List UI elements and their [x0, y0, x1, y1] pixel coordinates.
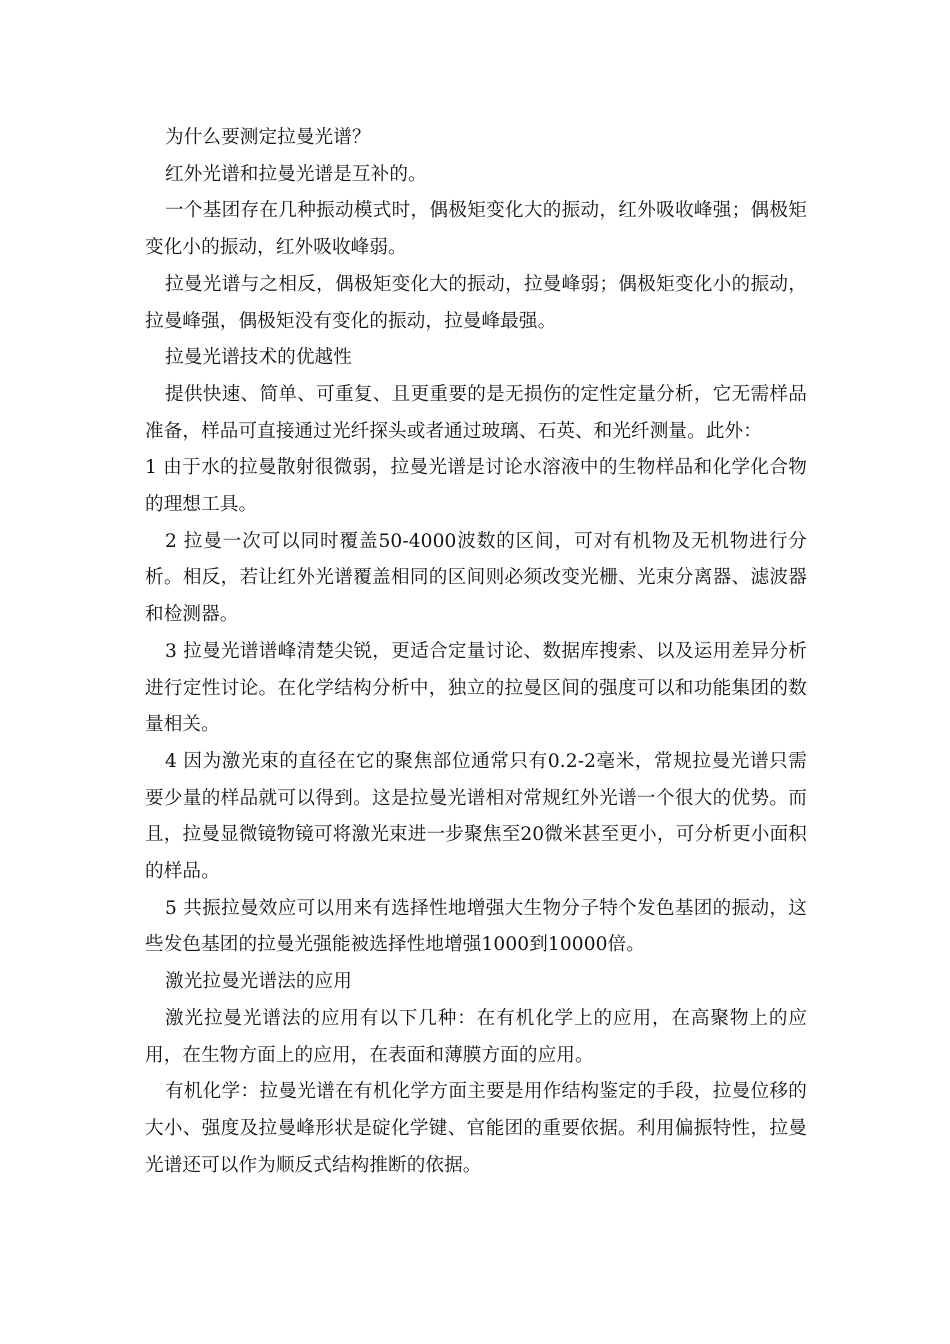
list-item-4: 4 因为激光束的直径在它的聚焦部位通常只有0.2-2毫米，常规拉曼光谱只需要少量的样品就可以得到。这是拉曼光谱相对常规红外光谱一个很大的优势。而且，拉曼显微镜物镜可将激光束进一步聚焦至20微米甚至更小，可分析更小面积的样品。	[145, 750, 807, 883]
list-item-1: 1 由于水的拉曼散射很微弱，拉曼光谱是讨论水溶液中的生物样品和化学化合物的理想工具。	[145, 457, 807, 516]
list-item-2: 2 拉曼一次可以同时覆盖50-4000波数的区间，可对有机物及无机物进行分析。相反，若让红外光谱覆盖相同的区间则必须改变光栅、光束分离器、滤波器和检测器。	[145, 530, 807, 626]
paragraph-complementary: 红外光谱和拉曼光谱是互补的。	[165, 163, 427, 185]
document-body	[145, 120, 807, 1184]
paragraph-organic-chemistry: 有机化学：拉曼光谱在有机化学方面主要是用作结构鉴定的手段，拉曼位移的大小、强度及拉曼峰形状是碇化学键、官能团的重要依据。利用偏振特性，拉曼光谱还可以作为顺反式结构推断的依据。	[145, 1081, 807, 1176]
paragraph-raman-dipole: 拉曼光谱与之相反，偶极矩变化大的振动，拉曼峰弱；偶极矩变化小的振动，拉曼峰强，偶极矩没有变化的振动，拉曼峰最强。	[145, 273, 807, 332]
paragraph-applications: 激光拉曼光谱法的应用有以下几种：在有机化学上的应用，在高聚物上的应用，在生物方面上的应用，在表面和薄膜方面的应用。	[145, 1007, 807, 1066]
paragraph-advantages-intro: 提供快速、简单、可重复、且更重要的是无损伤的定性定量分析，它无需样品准备，样品可直接通过光纤探头或者通过玻璃、石英、和光纤测量。此外：	[145, 383, 807, 442]
paragraph-infrared-dipole: 一个基团存在几种振动模式时，偶极矩变化大的振动，红外吸收峰强；偶极矩变化小的振动，红外吸收峰弱。	[145, 200, 807, 259]
list-item-5: 5 共振拉曼效应可以用来有选择性地增强大生物分子特个发色基团的振动，这些发色基团的拉曼光强能被选择性地增强1000到10000倍。	[145, 897, 807, 956]
section-heading-why-raman: 为什么要测定拉曼光谱？	[165, 127, 371, 148]
section-heading-applications: 激光拉曼光谱法的应用	[165, 971, 352, 993]
section-heading-advantages: 拉曼光谱技术的优越性	[165, 347, 352, 369]
list-item-3: 3 拉曼光谱谱峰清楚尖锐，更适合定量讨论、数据库搜索、以及运用差异分析进行定性讨论。在化学结构分析中，独立的拉曼区间的强度可以和功能集团的数量相关。	[145, 640, 807, 736]
